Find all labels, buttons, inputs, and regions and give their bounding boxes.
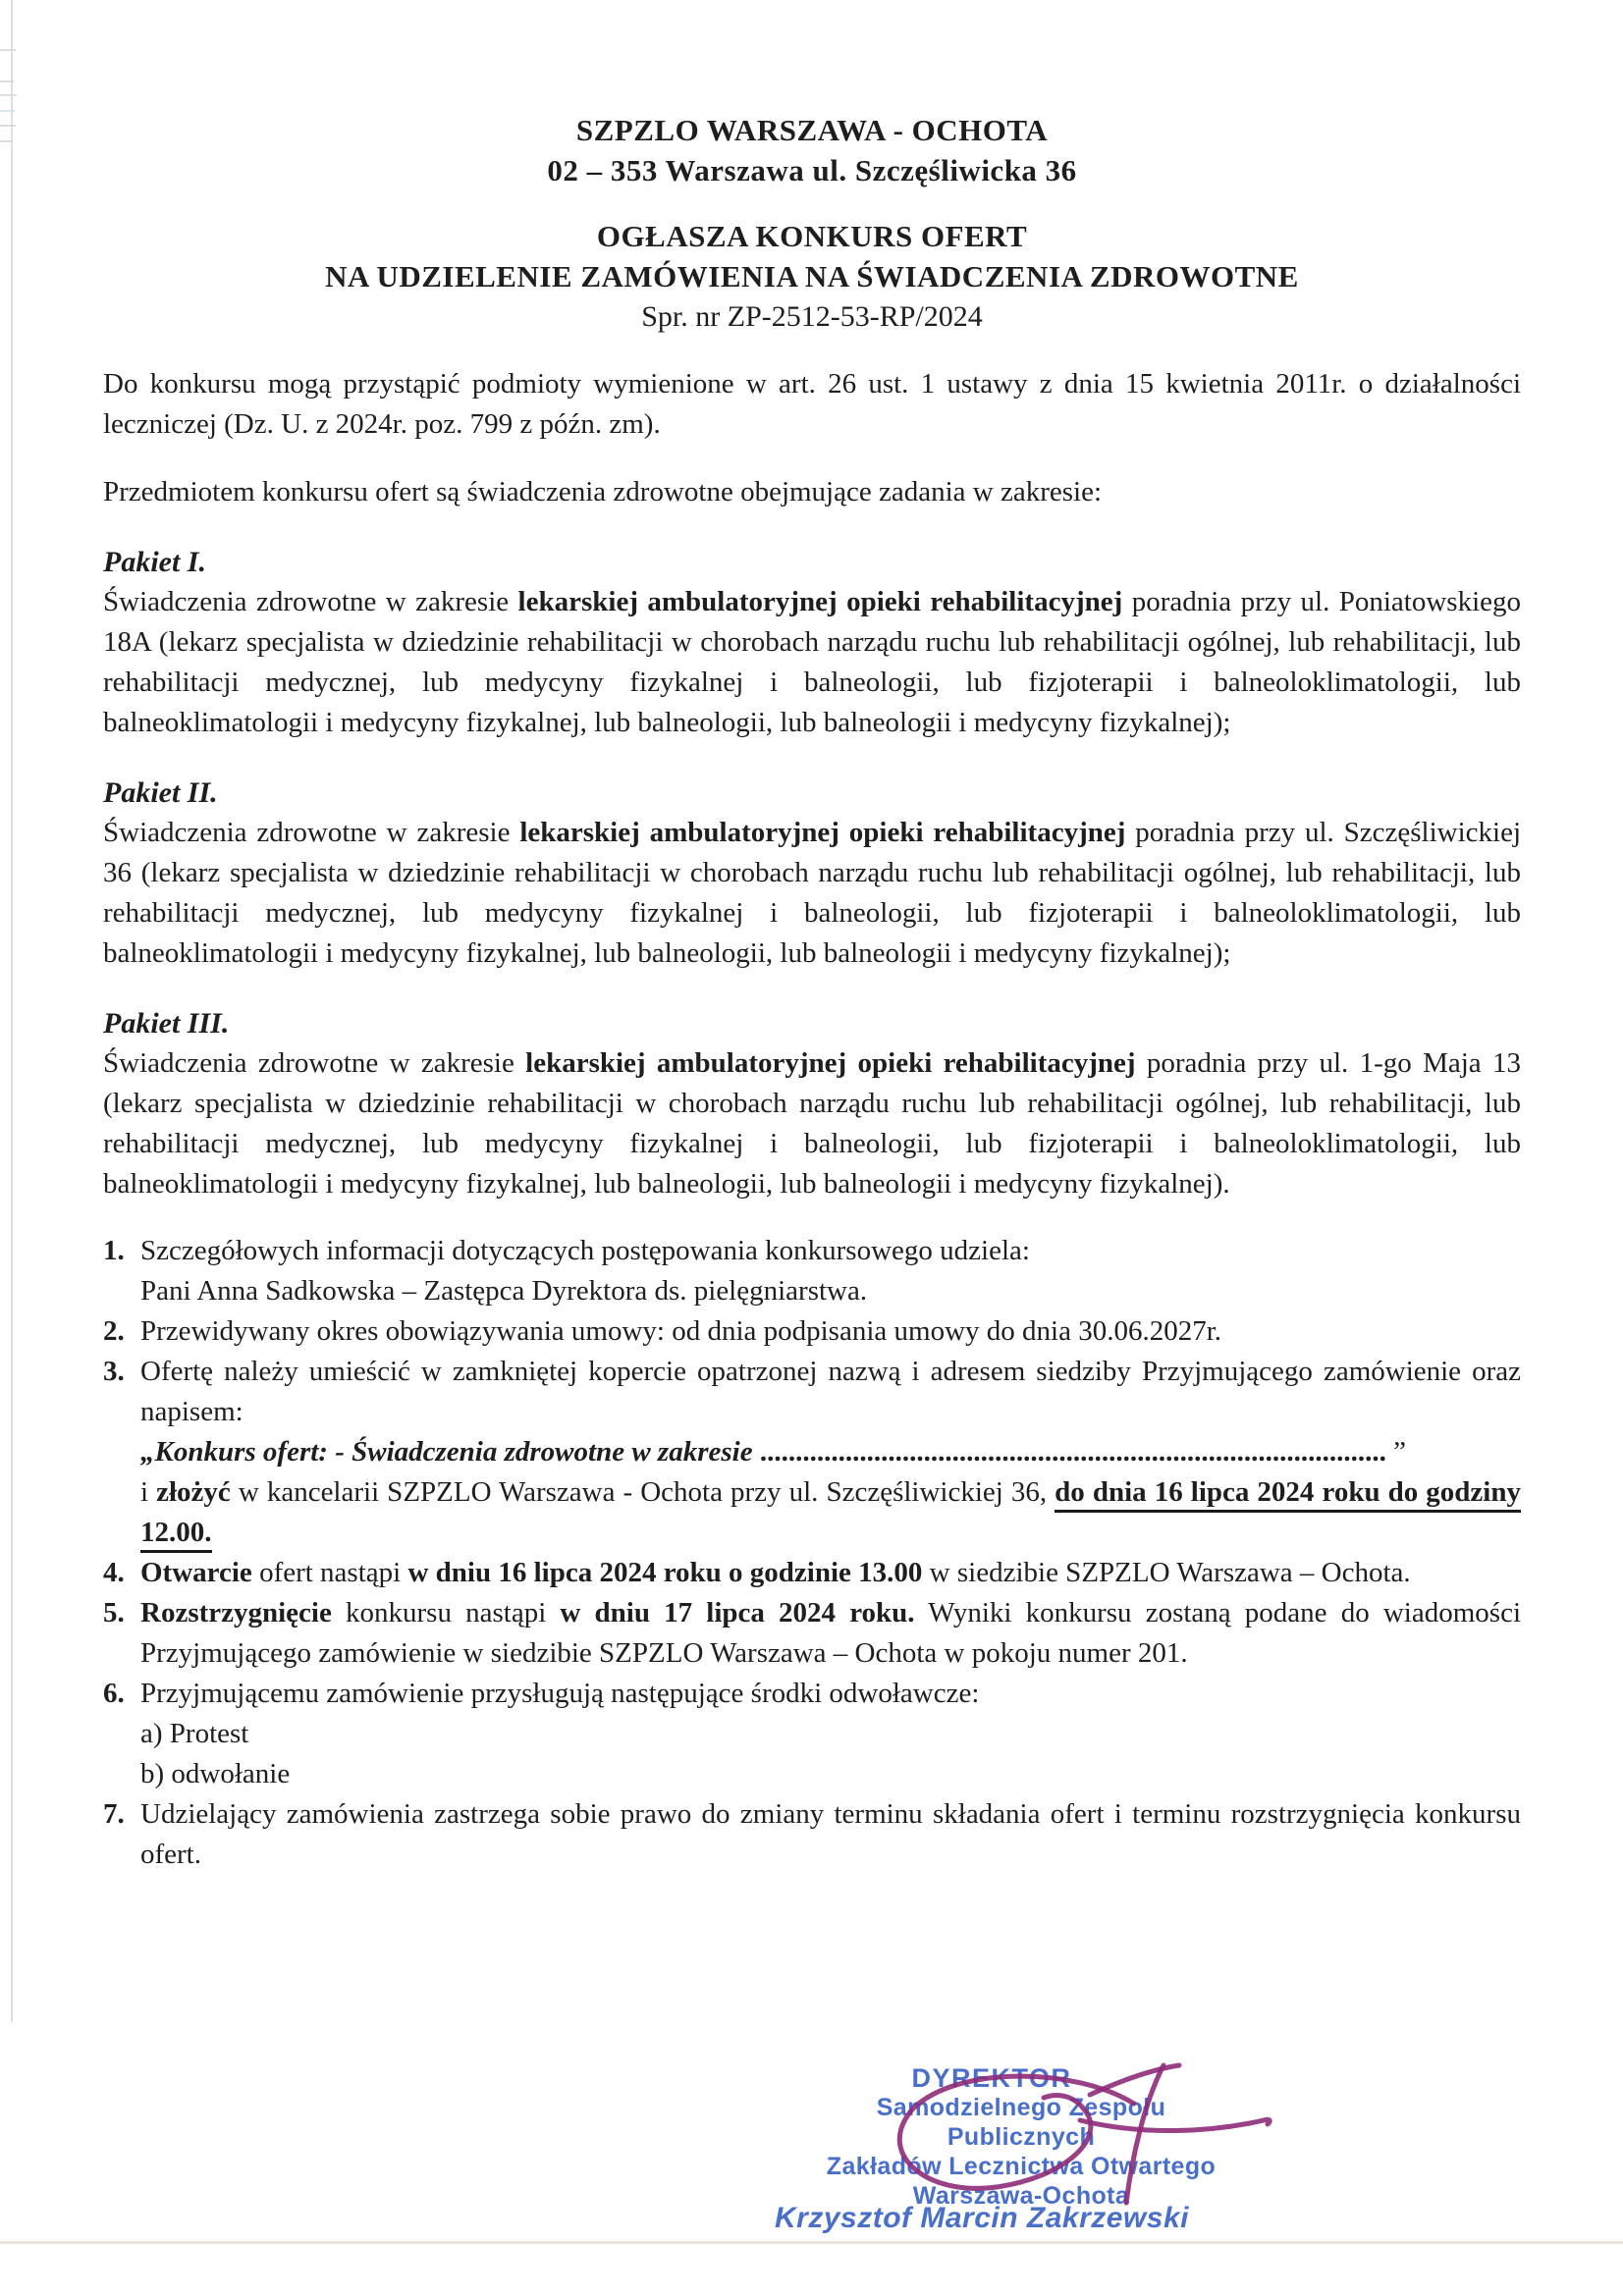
text-run: ........................................................................................ bbox=[759, 1436, 1386, 1468]
text-run: Wyniki konkursu zostaną podane do wiadomości Przyjmującego zamówienie w siedzibie SZPZLO Warszawa – Ochota w pokoju numer 201. bbox=[140, 1597, 1522, 1669]
list-item-number: 4. bbox=[103, 1557, 125, 1588]
text-run: ofert nastąpi bbox=[251, 1557, 408, 1588]
document-header bbox=[103, 110, 1521, 337]
text-run: w siedzibie SZPZLO Warszawa – Ochota. bbox=[922, 1557, 1411, 1588]
scan-fold-line bbox=[0, 2241, 1623, 2244]
text-run: Otwarcie bbox=[140, 1557, 252, 1588]
stamp-org-line-2: Zakładów Lecznictwa Otwartego bbox=[826, 2153, 1217, 2180]
list-item-number: 5. bbox=[103, 1597, 125, 1629]
text-run: Udzielający zamówienia zastrzega sobie prawo do zmiany terminu składania ofert i terminu rozstrzygnięcia konkursu ofert. bbox=[140, 1798, 1521, 1870]
text-run: ” bbox=[1385, 1436, 1406, 1468]
list-item bbox=[103, 1794, 1521, 1875]
text-run: Przewidywany okres obowiązywania umowy: od dnia podpisania umowy do dnia 30.06.2027r. bbox=[140, 1315, 1222, 1347]
org-name: SZPZLO WARSZAWA - OCHOTA bbox=[575, 113, 1049, 147]
text-run: Szczegółowych informacji dotyczących postępowania konkursowego udziela: bbox=[140, 1235, 1030, 1266]
signature-upstroke bbox=[1090, 2065, 1179, 2095]
list-item-text bbox=[140, 1553, 1521, 1593]
package-title: Pakiet II. bbox=[103, 776, 218, 809]
scan-edge-vertical-line bbox=[11, 0, 13, 2022]
org-address: 02 – 353 Warszawa ul. Szczęśliwicka 36 bbox=[547, 153, 1077, 187]
package-body bbox=[103, 1043, 1521, 1204]
scan-edge-mark bbox=[0, 125, 16, 127]
list-item-number: 7. bbox=[103, 1798, 125, 1830]
text-run: Świadczenia zdrowotne w zakresie bbox=[103, 817, 520, 848]
text-run: „Konkurs ofert: - Świadczenia zdrowotne w zakresie bbox=[140, 1436, 760, 1468]
header-spacer bbox=[103, 190, 1521, 216]
scan-edge-mark bbox=[0, 94, 17, 96]
text-run: a) Protest bbox=[140, 1718, 249, 1749]
list-item-text bbox=[140, 1593, 1521, 1674]
text-run: konkursu nastąpi bbox=[331, 1597, 561, 1629]
list-item-number: 6. bbox=[103, 1678, 125, 1709]
text-run: poradnia przy ul. 1-go Maja 13 (lekarz specjalista w dziedzinie rehabilitacji w chorobach narządu ruchu lub rehabilitacji ogólnej, lub rehabilitacji, lub rehabilitacji medycznej, lub medycyny fizykalnej i balneologii, lub fizjoterapii i balneoloklimatologii, lub balneoklimatologii i medycyny fizykalnej, lub balneologii, lub balneologii i medycyny fizykalnej). bbox=[103, 1047, 1521, 1200]
text-run: b) odwołanie bbox=[140, 1758, 291, 1789]
text-run: Pani Anna Sadkowska – Zastępca Dyrektora ds. pielęgniarstwa. bbox=[140, 1275, 868, 1307]
list-item-text bbox=[140, 1231, 1521, 1311]
package-section-2 bbox=[103, 773, 1521, 974]
list-item-number: 3. bbox=[103, 1356, 125, 1387]
text-run: Świadczenia zdrowotne w zakresie bbox=[103, 586, 518, 617]
text-run: do dnia 16 lipca 2024 roku do godziny 12.00. bbox=[140, 1476, 1521, 1553]
scan-edge-mark bbox=[0, 110, 15, 112]
text-run: w kancelarii SZPZLO Warszawa - Ochota przy ul. Szczęśliwickiej 36, bbox=[230, 1476, 1055, 1508]
list-item bbox=[103, 1553, 1521, 1593]
text-run: poradnia przy ul. Szczęśliwickiej 36 (lekarz specjalista w dziedzinie rehabilitacji w chorobach narządu ruchu lub rehabilitacji ogólnej, lub rehabilitacji, lub rehabilitacji medycznej, lub medycyny fizykalnej i balneologii, lub fizjoterapii i balneoloklimatologii, lub balneoklimatologii i medycyny fizykalnej, lub balneologii, lub balneologii i medycyny fizykalnej); bbox=[103, 817, 1521, 969]
list-item bbox=[103, 1674, 1521, 1794]
package-section-1 bbox=[103, 542, 1521, 743]
text-run: Świadczenia zdrowotne w zakresie bbox=[103, 1047, 526, 1079]
list-item bbox=[103, 1231, 1521, 1311]
text-run: w dniu 17 lipca 2024 roku. bbox=[560, 1597, 915, 1629]
list-item-text bbox=[140, 1674, 1521, 1794]
text-run: w dniu 16 lipca 2024 roku o godzinie 13.00 bbox=[407, 1557, 923, 1588]
subject-paragraph: Przedmiotem konkursu ofert są świadczenia zdrowotne obejmujące zadania w zakresie: bbox=[103, 476, 1103, 507]
eligibility-paragraph: Do konkursu mogą przystąpić podmioty wymienione w art. 26 ust. 1 ustawy z dnia 15 kwietnia 2011r. o działalności leczniczej (Dz. U. z 2024r. poz. 799 z późn. zm). bbox=[103, 368, 1521, 440]
handwritten-signature bbox=[839, 2059, 1291, 2216]
signature-tail bbox=[1080, 2119, 1270, 2130]
package-body bbox=[103, 813, 1521, 974]
text-run: Przyjmującemu zamówienie przysługują następujące środki odwoławcze: bbox=[140, 1678, 980, 1709]
signer-name: Krzysztof Marcin Zakrzewski bbox=[775, 2202, 1189, 2234]
list-item bbox=[103, 1352, 1521, 1553]
list-item-text bbox=[140, 1794, 1521, 1875]
stamp-title: DYREKTOR bbox=[911, 2063, 1072, 2093]
stamp-org-line-1: Samodzielnego Zespołu Publicznych bbox=[876, 2094, 1166, 2151]
text-run: lekarskiej ambulatoryjnej opieki rehabilitacyjnej bbox=[519, 817, 1126, 848]
text-run: poradnia przy ul. Poniatowskiego 18A (lekarz specjalista w dziedzinie rehabilitacji w chorobach narządu ruchu lub rehabilitacji ogólnej, lub rehabilitacji, lub rehabilitacji medycznej, lub medycyny fizykalnej i balneologii, lub fizjoterapii i balneoloklimatologii, lub balneoklimatologii i medycyny fizykalnej, lub balneologii, lub balneologii i medycyny fizykalnej); bbox=[103, 586, 1522, 738]
package-section-3 bbox=[103, 1003, 1521, 1204]
terms-list bbox=[103, 1231, 1521, 1875]
scan-edge-mark bbox=[0, 140, 13, 142]
announcement-line-2: NA UDZIELENIE ZAMÓWIENIA NA ŚWIADCZENIA ZDROWOTNE bbox=[325, 259, 1299, 294]
list-item-number: 2. bbox=[103, 1315, 125, 1347]
package-title: Pakiet III. bbox=[103, 1007, 230, 1040]
list-item-number: 1. bbox=[103, 1235, 125, 1266]
package-body bbox=[103, 582, 1521, 743]
text-run: Rozstrzygnięcie bbox=[140, 1597, 332, 1629]
list-item-text bbox=[140, 1352, 1521, 1553]
scan-edge-mark bbox=[0, 49, 16, 51]
package-title: Pakiet I. bbox=[103, 546, 206, 578]
case-number: Spr. nr ZP-2512-53-RP/2024 bbox=[641, 300, 983, 333]
stamp-org-line-3: Warszawa-Ochota bbox=[912, 2182, 1130, 2210]
text-run: Ofertę należy umieścić w zamkniętej kopercie opatrzonej nazwą i adresem siedziby Przyjmującego zamówienie oraz napisem: bbox=[140, 1356, 1521, 1427]
text-run: i bbox=[140, 1476, 157, 1508]
list-item bbox=[103, 1593, 1521, 1674]
signature-downstroke bbox=[1126, 2065, 1163, 2203]
list-item-text bbox=[140, 1311, 1521, 1352]
text-run: lekarskiej ambulatoryjnej opieki rehabilitacyjnej bbox=[517, 586, 1123, 617]
text-run: lekarskiej ambulatoryjnej opieki rehabilitacyjnej bbox=[525, 1047, 1136, 1079]
list-item bbox=[103, 1311, 1521, 1352]
text-run: złożyć bbox=[156, 1476, 231, 1508]
scan-edge-mark bbox=[0, 80, 14, 82]
announcement-line-1: OGŁASZA KONKURS OFERT bbox=[596, 219, 1028, 253]
